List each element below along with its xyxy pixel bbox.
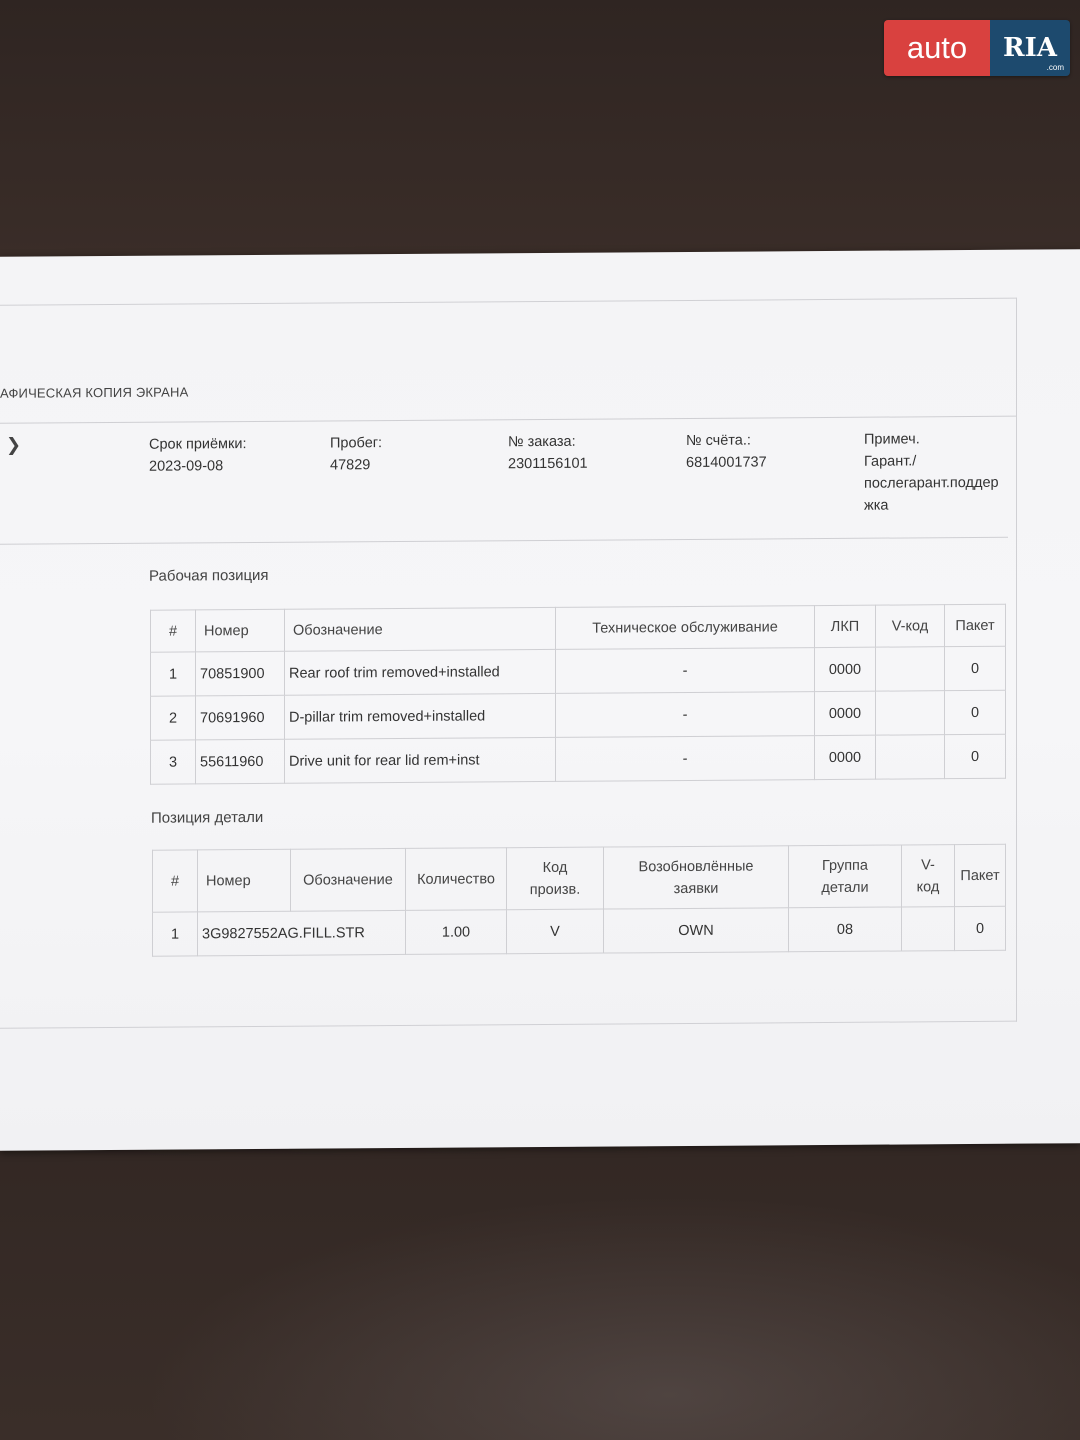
meta-date-label: Срок приёмки: (149, 436, 247, 453)
col-number: Номер (198, 849, 291, 912)
screen-copy-label: АФИЧЕСКАЯ КОПИЯ ЭКРАНА (0, 384, 189, 401)
cell-vcode (876, 647, 945, 691)
cell-package: 0 (945, 690, 1006, 734)
cell-lkp: 0000 (815, 691, 876, 735)
cell-index: 2 (151, 696, 196, 740)
meta-date (149, 433, 247, 478)
meta-invoice-label: № счёта.: (686, 432, 751, 449)
meta-invoice (686, 429, 767, 474)
cell-vcode (876, 691, 945, 735)
cell-renewed-orders: OWN (604, 908, 789, 953)
cell-package: 0 (955, 906, 1006, 950)
col-renewed-orders (604, 846, 789, 909)
col-vcode: V-код (876, 605, 945, 647)
col-manufacturer-code (507, 847, 604, 910)
cell-maintenance: - (556, 648, 815, 694)
work-table (150, 604, 1006, 785)
cell-number: 70851900 (196, 651, 285, 696)
parts-table (152, 844, 1006, 957)
col-description: Обозначение (291, 848, 406, 911)
cell-vcode (902, 907, 955, 951)
meta-mileage-label: Пробег: (330, 435, 383, 452)
col-quantity: Количество (406, 848, 507, 911)
cell-description: D-pillar trim removed+installed (285, 693, 556, 739)
col-part-group-line1: Группа (822, 857, 868, 874)
cell-index: 3 (151, 740, 196, 784)
col-package: Пакет (945, 604, 1006, 646)
table-row (151, 734, 1006, 784)
meta-date-value: 2023-09-08 (149, 458, 224, 475)
chevron-down-icon: ❯ (6, 434, 22, 455)
cell-lkp: 0000 (815, 647, 876, 691)
parts-table-header (153, 844, 1006, 912)
work-section-title: Рабочая позиция (149, 566, 269, 585)
meta-note (864, 428, 1014, 517)
col-index: # (151, 610, 196, 652)
cell-description: Drive unit for rear lid rem+inst (285, 737, 556, 783)
cell-number: 55611960 (196, 739, 285, 784)
cell-index: 1 (153, 912, 198, 956)
cell-description: Rear roof trim removed+installed (285, 649, 556, 695)
work-table-header (151, 604, 1006, 652)
logo-auto-part: auto (884, 20, 990, 76)
cell-number: 70691960 (196, 695, 285, 740)
col-index: # (153, 850, 198, 912)
col-vcode (902, 845, 955, 907)
logo-ria-part (990, 20, 1070, 76)
col-manufacturer-code-line1: Код (542, 859, 568, 876)
cell-number: 3G9827552AG.FILL.STR (198, 910, 406, 955)
cell-vcode (876, 735, 945, 779)
col-renewed-orders-line2: заявки (673, 880, 719, 897)
col-renewed-orders-line1: Возобновлённые (638, 858, 754, 875)
meta-order-value: 2301156101 (508, 455, 588, 473)
cell-lkp: 0000 (815, 735, 876, 779)
col-part-group (789, 845, 902, 908)
meta-note-value-3: жка (864, 497, 889, 514)
col-package: Пакет (955, 844, 1006, 906)
cell-maintenance: - (556, 692, 815, 738)
meta-note-label: Примеч. (864, 431, 920, 448)
col-description: Обозначение (285, 607, 556, 651)
col-maintenance: Техническое обслуживание (556, 606, 815, 650)
cell-manufacturer-code: V (507, 909, 604, 954)
table-row (151, 690, 1006, 740)
cell-package: 0 (945, 646, 1006, 690)
col-vcode-line2: код (916, 878, 940, 895)
cell-index: 1 (151, 652, 196, 696)
cell-quantity: 1.00 (406, 910, 507, 955)
cell-maintenance: - (556, 736, 815, 782)
meta-mileage (330, 432, 382, 476)
col-manufacturer-code-line2: произв. (529, 881, 581, 898)
autoria-logo (884, 20, 1070, 76)
parts-section-title: Позиция детали (151, 808, 264, 827)
table-row (153, 906, 1006, 956)
meta-order (508, 431, 588, 476)
meta-invoice-value: 6814001737 (686, 454, 767, 471)
col-number: Номер (196, 609, 285, 652)
meta-mileage-value: 47829 (330, 457, 371, 474)
table-surface-shade (0, 1140, 1080, 1440)
cell-part-group: 08 (789, 907, 902, 952)
printed-sheet (0, 249, 1080, 1151)
meta-note-value-2: послегарант.поддер (864, 474, 999, 492)
col-part-group-line2: детали (821, 879, 869, 896)
meta-note-value: Гарант./ (864, 453, 917, 470)
table-row (151, 646, 1006, 696)
cell-package: 0 (945, 734, 1006, 778)
col-vcode-line1: V- (921, 856, 935, 873)
logo-tld: .com (1046, 63, 1064, 72)
logo-ria-text: RIA (1003, 33, 1057, 63)
meta-order-label: № заказа: (508, 433, 576, 451)
col-lkp: ЛКП (815, 605, 876, 647)
